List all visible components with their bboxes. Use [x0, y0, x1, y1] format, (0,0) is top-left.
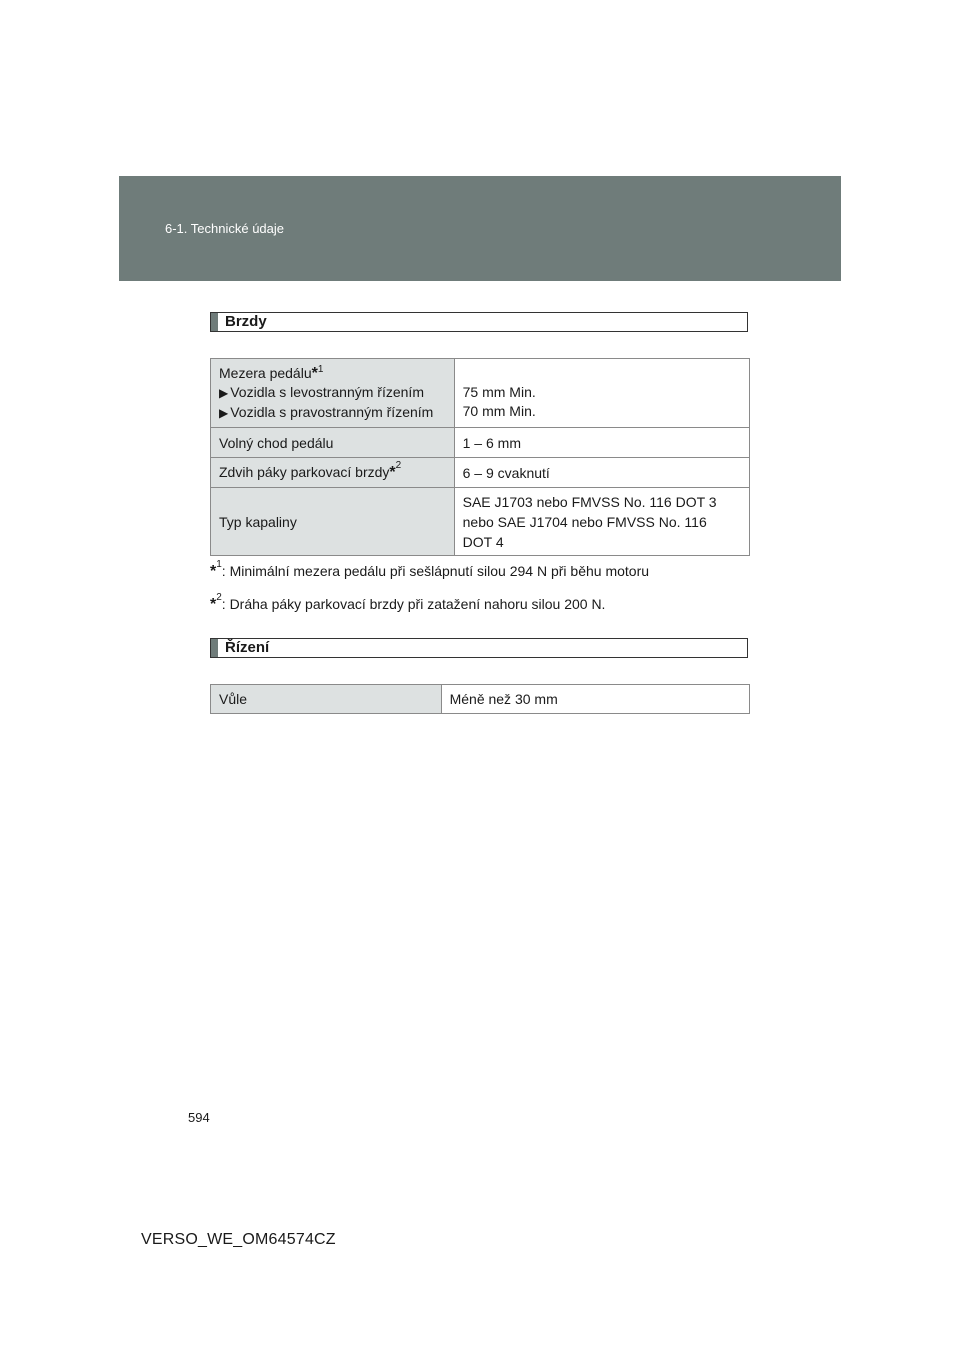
free-play-value: 1 – 6 mm: [454, 428, 749, 458]
parking-label: Zdvih páky parkovací brzdy: [219, 463, 390, 480]
fluid-val3: DOT 4: [462, 533, 504, 550]
parking-label-cell: [211, 458, 455, 488]
footnote-number: 2: [395, 459, 402, 471]
pedal-gap-val1: 75 mm Min.: [462, 384, 536, 400]
triangle-right-icon: ▶: [219, 405, 229, 420]
brakes-heading: [210, 312, 748, 332]
footnote-number: 2: [216, 592, 222, 603]
table-row: [211, 488, 750, 556]
fluid-value-cell: [454, 488, 749, 556]
document-code: VERSO_WE_OM64574CZ: [141, 1231, 336, 1248]
table-row: [211, 685, 750, 714]
pedal-gap-label-cell: [211, 359, 455, 428]
footnote-mark: *: [389, 463, 396, 481]
play-label: Vůle: [211, 685, 442, 714]
footnote-1: [210, 559, 650, 581]
section-title: 6-1. Technické údaje: [165, 221, 285, 236]
footnote-mark: *: [210, 596, 217, 613]
steering-title: Řízení: [225, 639, 270, 656]
footnote-number: 1: [216, 559, 222, 570]
pedal-gap-value-cell: [454, 359, 749, 428]
footnote-mark: *: [210, 563, 217, 580]
pedal-gap-sub1: Vozidla s levostranným řízením: [230, 383, 424, 400]
triangle-right-icon: ▶: [219, 385, 229, 400]
fluid-label: Typ kapaliny: [211, 488, 455, 556]
page-number: 594: [188, 1110, 210, 1125]
footnote-number: 1: [317, 363, 324, 375]
fluid-val2: nebo SAE J1704 nebo FMVSS No. 116: [462, 513, 707, 530]
table-row: [211, 428, 750, 458]
heading-bar: [211, 639, 218, 657]
footnote-text: : Dráha páky parkovací brzdy při zatažení nahoru silou 200 N.: [221, 596, 606, 612]
steering-heading: [210, 638, 748, 658]
footnote-mark: *: [311, 364, 318, 382]
pedal-gap-val2: 70 mm Min.: [462, 403, 536, 419]
play-value: Méně než 30 mm: [441, 685, 749, 714]
heading-bar: [211, 313, 218, 331]
steering-table: [210, 684, 750, 714]
pedal-gap-sub2: Vozidla s pravostranným řízením: [230, 403, 434, 420]
parking-value: 6 – 9 cvaknutí: [454, 458, 749, 488]
footnote-text: : Minimální mezera pedálu při sešlápnutí silou 294 N při běhu motoru: [221, 563, 650, 579]
pedal-gap-label: Mezera pedálu: [219, 364, 312, 381]
free-play-label: Volný chod pedálu: [211, 428, 455, 458]
header-band: [119, 176, 841, 281]
table-row: [211, 458, 750, 488]
brakes-title: Brzdy: [225, 313, 267, 330]
table-row: [211, 359, 750, 428]
fluid-val1: SAE J1703 nebo FMVSS No. 116 DOT 3: [462, 493, 717, 510]
brakes-table: [210, 358, 750, 556]
footnote-2: [210, 592, 606, 614]
